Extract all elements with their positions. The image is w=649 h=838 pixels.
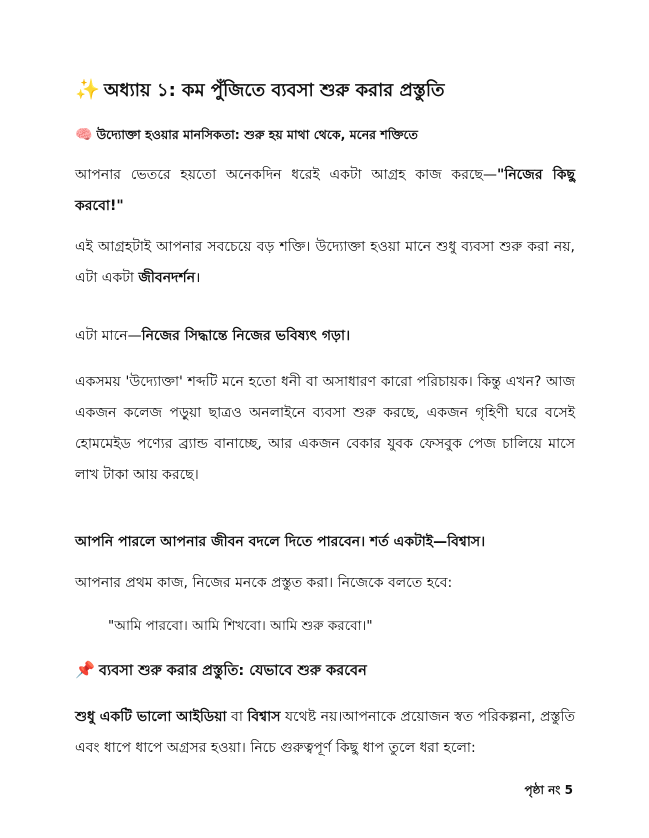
paragraph-3-text: এটা মানে— bbox=[75, 328, 142, 344]
sparkles-icon: ✨ bbox=[75, 77, 100, 101]
brain-icon: 🧠 bbox=[75, 127, 93, 143]
paragraph-7-bold-1: শুধু একটি ভালো আইডিয়া bbox=[75, 709, 227, 725]
paragraph-6: আপনার প্রথম কাজ, নিজের মনকে প্রস্তুত করা। নিজেকে বলতে হবে: bbox=[75, 575, 453, 591]
paragraph-4: একসময় 'উদ্যোক্তা' শব্দটি মনে হতো ধনী বা অসাধারণ কারো পরিচায়ক। কিন্তু এখন? আজ একজন কলেজ পড়ুয়া ছাত্রও অনলাইনে ব্যবসা শুরু করছে, একজন গৃহিণী ঘরে বসেই হোমমেইড পণ্যের ব্র্যান্ড বানাচ্ছে, আর একজন বেকার যুবক ফেসবুক পেজ চালিয়ে মাসে লাখ টাকা আয় করছে। bbox=[75, 374, 575, 483]
chapter-heading-text: অধ্যায় ১: কম পুঁজিতে ব্যবসা শুরু করার প্রস্তুতি bbox=[103, 80, 445, 101]
section-heading-preparation bbox=[75, 657, 595, 684]
paragraph-2-text: এই আগ্রহটাই আপনার সবচেয়ে বড় শক্তি। উদ্যোক্তা হওয়া মানে শুধু ব্যবসা শুরু করা নয়, এটা একটা bbox=[75, 239, 575, 286]
paragraph-7-text-2: যথেষ্ট নয়।আপনাকে প্রয়োজন স্বত পরিকল্পনা, প্রস্তুতি এবং ধাপে ধাপে অগ্রসর হওয়া। নিচে গুরুত্বপূর্ণ কিছু ধাপ তুলে ধরা হলো: bbox=[75, 709, 575, 756]
paragraph-3-bold: নিজের সিদ্ধান্তে নিজের ভবিষ্যৎ গড়া। bbox=[141, 328, 351, 344]
section-heading-preparation-text: ব্যবসা শুরু করার প্রস্তুতি: যেভাবে শুরু করবেন bbox=[98, 663, 367, 679]
section-heading-mindset-text: উদ্যোক্তা হওয়ার মানসিকতা: শুরু হয় মাথা থেকে, মনের শক্তিতে bbox=[96, 127, 418, 142]
paragraph-1-bold: "নিজের কিছু করবো!" bbox=[75, 167, 575, 214]
paragraph-1 bbox=[75, 160, 575, 222]
paragraph-2 bbox=[75, 232, 575, 294]
paragraph-7 bbox=[75, 702, 575, 764]
section-heading-mindset bbox=[75, 125, 595, 145]
paragraph-7-text-1: বা bbox=[226, 709, 248, 725]
paragraph-5: আপনি পারলে আপনার জীবন বদলে দিতে পারবেন। শর্ত একটাই—বিশ্বাস। bbox=[75, 534, 486, 550]
paragraph-1-text: আপনার ভেতরে হয়তো অনেকদিন ধরেই একটা আগ্রহ কাজ করছে— bbox=[75, 167, 498, 183]
paragraph-2-bold: জীবনদর্শন bbox=[138, 270, 196, 286]
chapter-heading bbox=[75, 76, 595, 104]
paragraph-3 bbox=[75, 321, 575, 352]
page-number: পৃষ্ঠা নং 5 bbox=[524, 783, 573, 797]
quote-text: "আমি পারবো। আমি শিখবো। আমি শুরু করবো।" bbox=[108, 618, 373, 634]
paragraph-7-bold-2: বিশ্বাস bbox=[247, 709, 281, 725]
paragraph-2-end: । bbox=[195, 270, 201, 286]
pushpin-icon: 📌 bbox=[75, 660, 95, 679]
